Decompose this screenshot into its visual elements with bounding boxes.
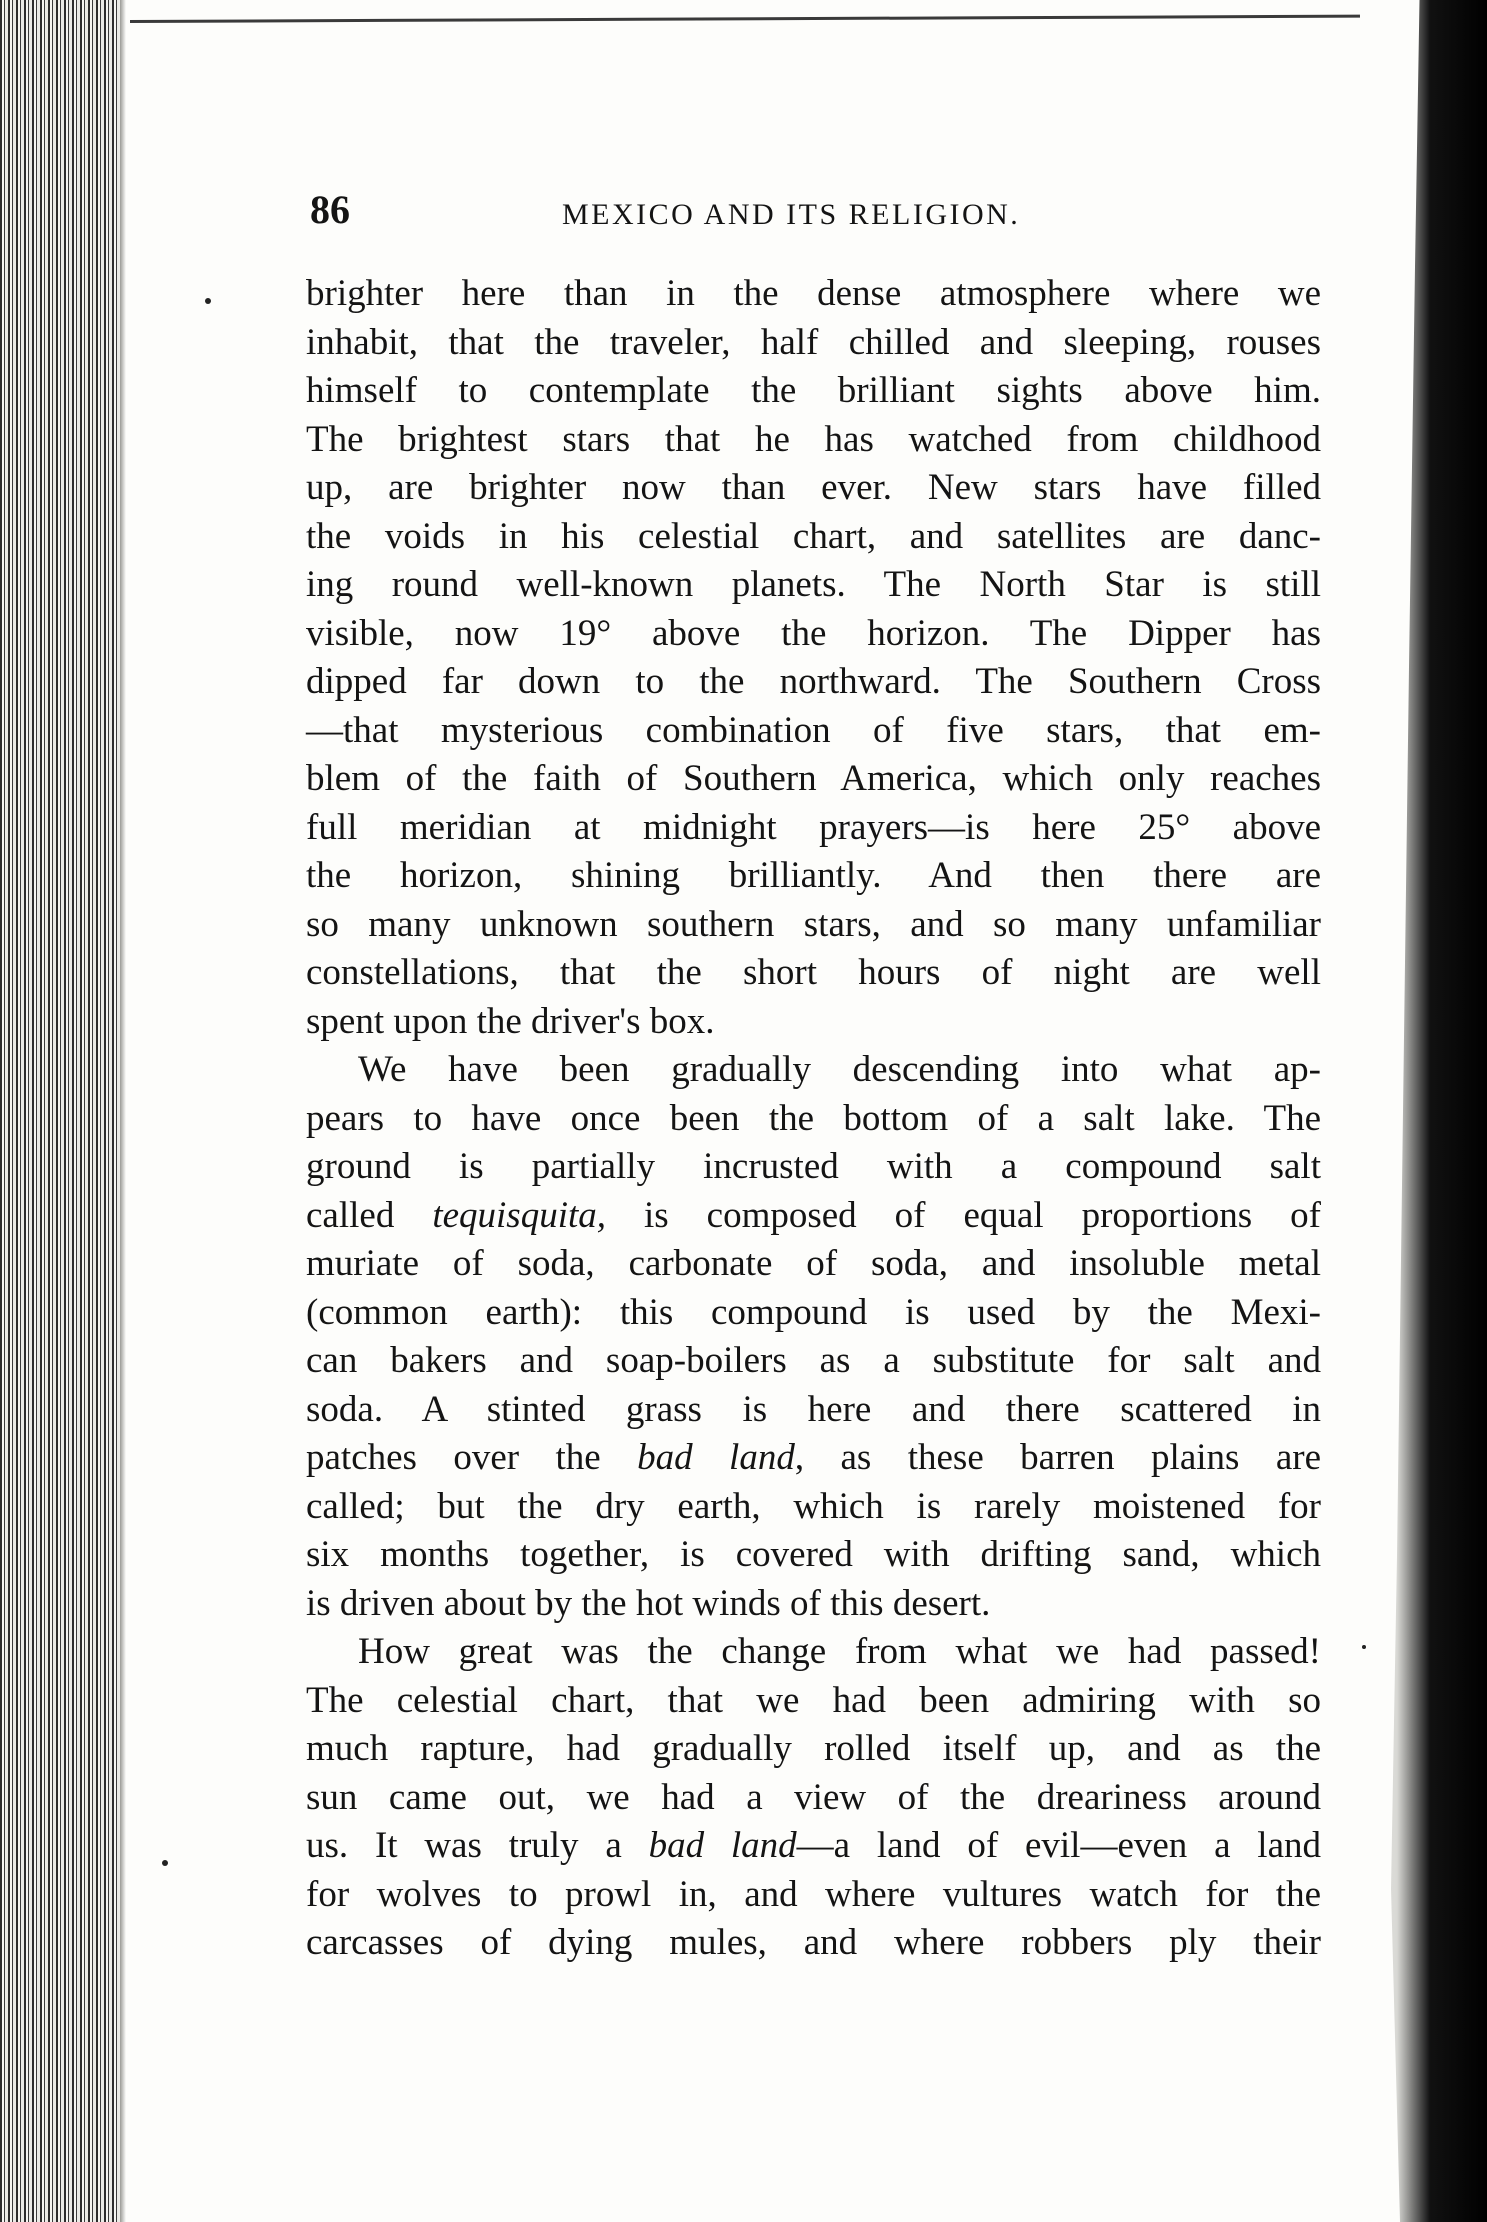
- text-line: so many unknown southern stars, and so many unfamiliar: [306, 903, 1321, 945]
- text-line: up, are brighter now than ever. New stars have filled: [306, 467, 1321, 508]
- running-head: [310, 187, 1070, 242]
- text-line: for wolves to prowl in, and where vultures watch for the: [306, 1873, 1321, 1915]
- text-line: spent upon the driver's box.: [306, 1000, 715, 1042]
- text-line: —that mysterious combination of five stars, that em-: [306, 709, 1321, 751]
- text-line: soda. A stinted grass is here and there scattered in: [306, 1388, 1321, 1430]
- text-line: ing round well-known planets. The North Star is still: [306, 564, 1321, 605]
- text-line: dipped far down to the northward. The Southern Cross: [306, 661, 1321, 702]
- print-speck: [1362, 1645, 1366, 1649]
- text-line: (common earth): this compound is used by the Mexi-: [306, 1291, 1321, 1333]
- text-line: [306, 1434, 1321, 1483]
- gutter-shadow: [120, 0, 126, 2222]
- page-right-edge: [1337, 0, 1487, 2222]
- paragraph: [306, 270, 1321, 1046]
- italic-term: bad land: [648, 1825, 797, 1866]
- text-line: can bakers and soap-boilers as a substitute for salt and: [306, 1340, 1321, 1381]
- print-speck: [205, 298, 211, 304]
- text-line: visible, now 19° above the horizon. The Dipper has: [306, 612, 1321, 654]
- body-text: [306, 270, 1321, 1968]
- line-segment: patches over the: [306, 1437, 638, 1478]
- text-line: the voids in his celestial chart, and satellites are danc-: [306, 515, 1321, 557]
- text-line: ground is partially incrusted with a compound salt: [306, 1146, 1321, 1187]
- line-segment: —a land of evil—even a land: [796, 1825, 1321, 1866]
- binding-gutter: [0, 0, 120, 2222]
- text-line: carcasses of dying mules, and where robbers ply their: [306, 1922, 1321, 1963]
- page-top-edge: [130, 15, 1360, 23]
- line-segment: is composed of equal proportions of: [606, 1194, 1321, 1236]
- paragraph: [306, 1628, 1321, 1968]
- page-number: 86: [310, 187, 350, 232]
- line-segment: us. It was truly a: [306, 1825, 649, 1866]
- line-segment: called: [306, 1194, 433, 1236]
- text-line: full meridian at midnight prayers—is here 25° above: [306, 806, 1321, 848]
- text-line: is driven about by the hot winds of this desert.: [306, 1582, 991, 1624]
- italic-term: tequisquita,: [432, 1194, 607, 1236]
- running-title: MEXICO AND ITS RELIGION.: [562, 198, 1021, 231]
- text-line: pears to have once been the bottom of a salt lake. The: [306, 1097, 1321, 1139]
- text-line: the horizon, shining brilliantly. And then there are: [306, 855, 1321, 896]
- text-line: called; but the dry earth, which is rarely moistened for: [306, 1485, 1321, 1527]
- text-line: We have been gradually descending into what ap-: [358, 1049, 1321, 1090]
- paragraph: [306, 1046, 1321, 1628]
- text-line: The brightest stars that he has watched from childhood: [306, 418, 1321, 460]
- text-line: sun came out, we had a view of the dreariness around: [306, 1776, 1321, 1818]
- print-speck: [162, 1860, 168, 1866]
- text-line: inhabit, that the traveler, half chilled and sleeping, rouses: [306, 321, 1321, 363]
- text-line: much rapture, had gradually rolled itself up, and as the: [306, 1728, 1321, 1769]
- text-line: blem of the faith of Southern America, which only reaches: [306, 758, 1321, 799]
- italic-term: bad land: [637, 1437, 795, 1478]
- text-line: muriate of soda, carbonate of soda, and insoluble metal: [306, 1243, 1321, 1284]
- text-line: [306, 1822, 1321, 1871]
- text-line: himself to contemplate the brilliant sights above him.: [306, 370, 1321, 411]
- text-line: brighter here than in the dense atmosphere where we: [306, 273, 1321, 314]
- text-line: The celestial chart, that we had been admiring with so: [306, 1679, 1321, 1721]
- line-segment: , as these barren plains are: [794, 1437, 1321, 1478]
- text-line: constellations, that the short hours of night are well: [306, 952, 1321, 993]
- text-line: [306, 1192, 1321, 1241]
- text-line: six months together, is covered with drifting sand, which: [306, 1534, 1321, 1575]
- text-line: How great was the change from what we had passed!: [358, 1631, 1321, 1672]
